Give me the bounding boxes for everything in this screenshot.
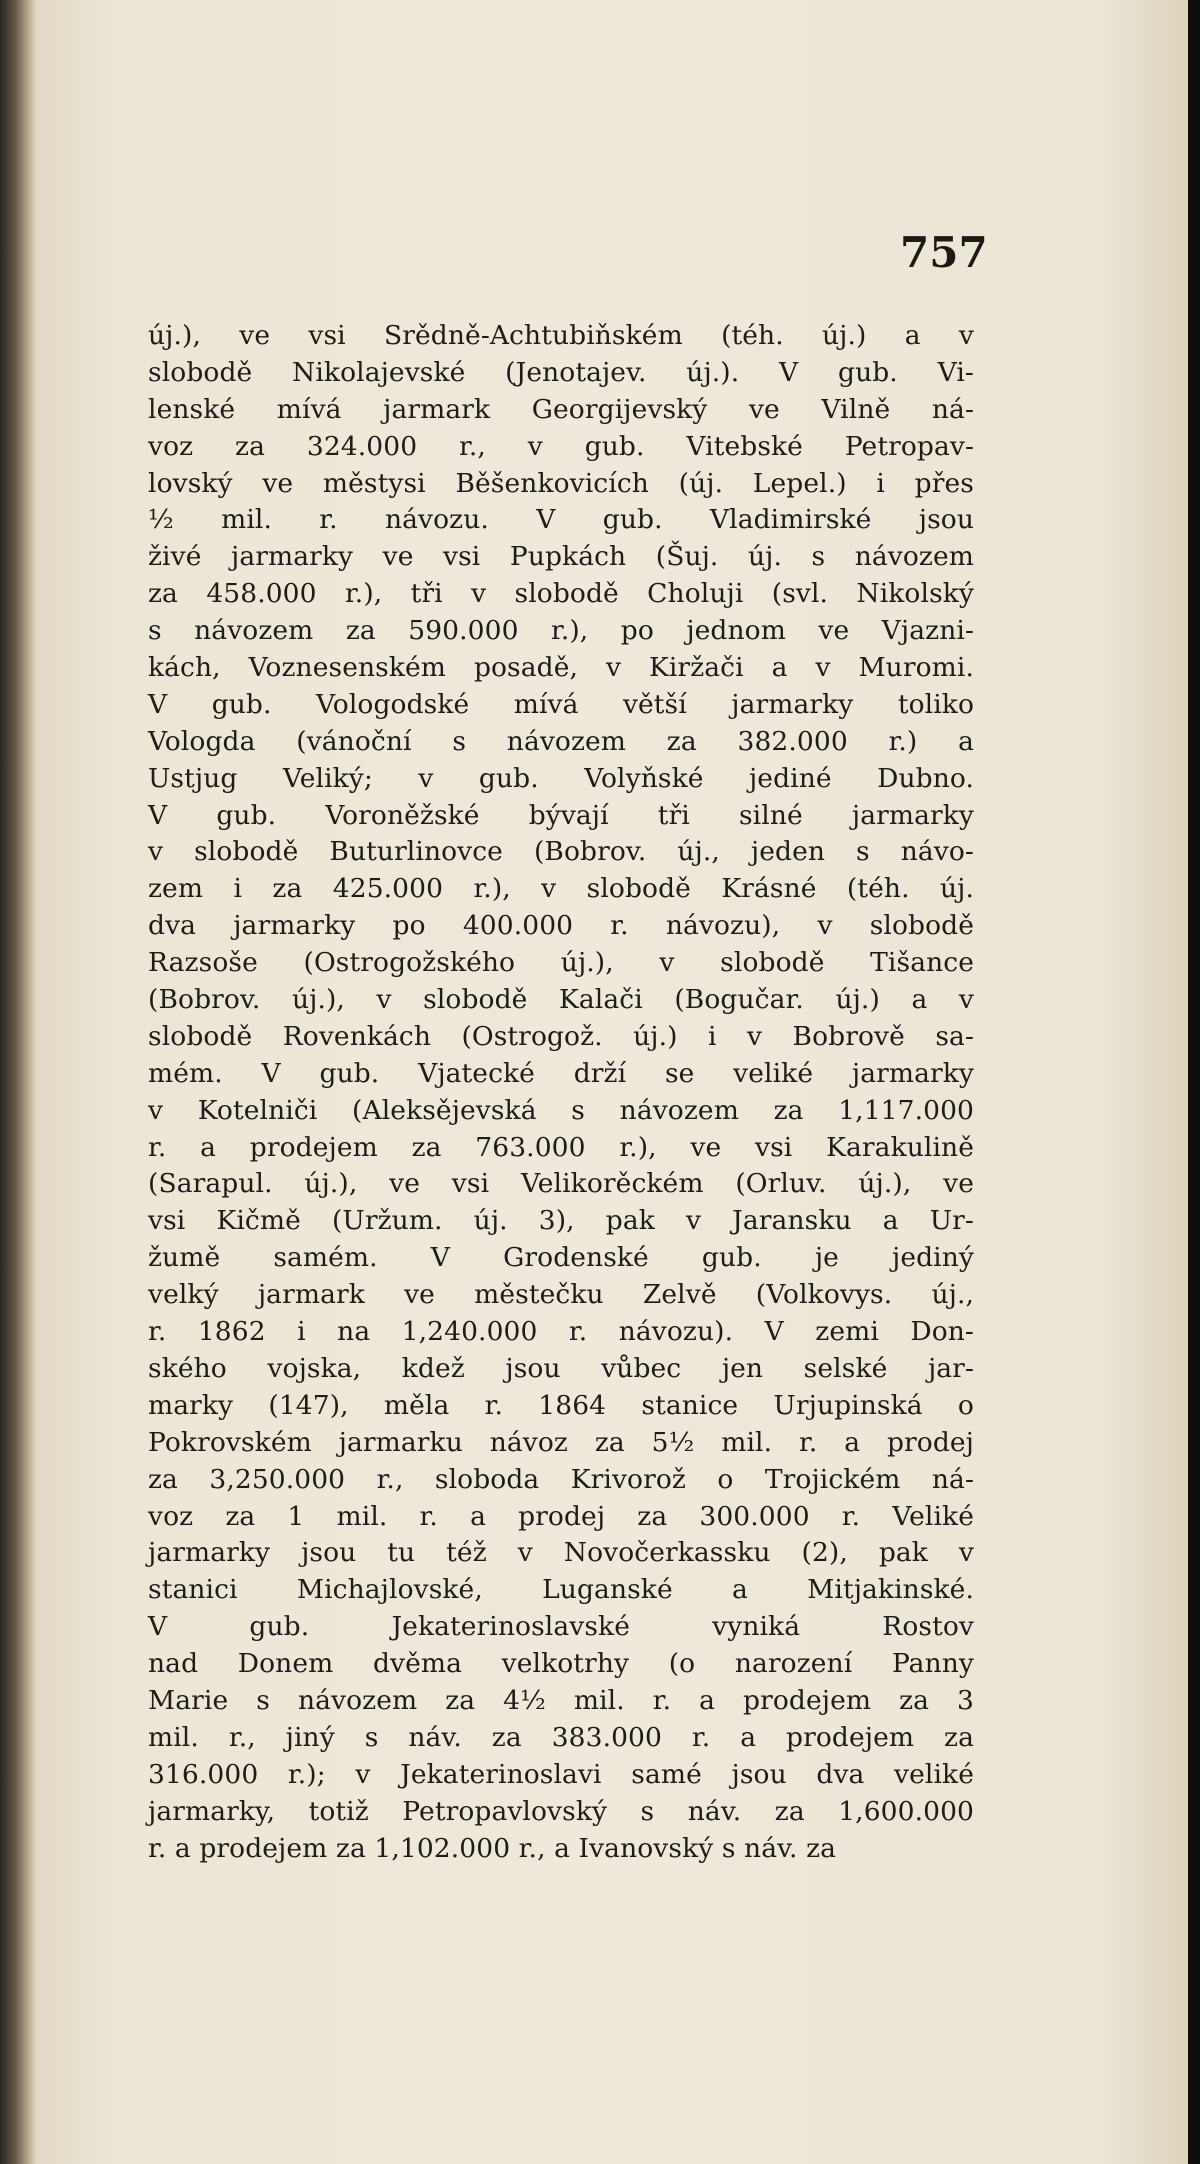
text-line: Pokrovském jarmarku návoz za 5½ mil. r. a prodej [148,1426,974,1458]
text-line: nad Donem dvěma velkotrhy (o narození Panny [148,1648,974,1680]
text-line: Razsoše (Ostrogožského új.), v slobodě Tišance [148,947,974,979]
text-line: stanici Michajlovské, Luganské a Mitjakinské. [148,1574,974,1606]
text-line: (Bobrov. új.), v slobodě Kalači (Bogučar. új.) a v [148,984,974,1016]
text-line: új.), ve vsi Srědně-Achtubiňském (téh. új.) a v [148,320,974,351]
book-spine-shadow [0,0,36,2164]
text-line: lenské mívá jarmark Georgijevský ve Vilně ná- [148,393,974,425]
text-line: mém. V gub. Vjatecké drží se veliké jarmarky [148,1057,974,1089]
text-line: jarmarky, totiž Petropavlovský s náv. za 1,600.000 [148,1795,974,1827]
text-line: velký jarmark ve městečku Zelvě (Volkovys. új., [148,1279,974,1311]
text-line: žumě samém. V Grodenské gub. je jediný [148,1242,974,1274]
text-line: slobodě Nikolajevské (Jenotajev. új.). V gub. Vi- [148,356,974,388]
text-line: V gub. Vologodské mívá větší jarmarky toliko [148,688,974,720]
text-line: ½ mil. r. návozu. V gub. Vladimirské jsou [148,504,974,536]
body-text [148,318,974,1867]
text-line: s návozem za 590.000 r.), po jednom ve Vjazni- [148,615,974,647]
text-line: dva jarmarky po 400.000 r. návozu), v slobodě [148,910,974,942]
text-line: (Sarapul. új.), ve vsi Velikorěckém (Orluv. új.), ve [148,1168,974,1200]
text-line: v slobodě Buturlinovce (Bobrov. új., jeden s návo- [148,836,974,868]
text-line: živé jarmarky ve vsi Pupkách (Šuj. új. s návozem [148,541,974,573]
page-edge-shadow [1188,0,1200,2164]
text-line: voz za 324.000 r., v gub. Vitebské Petropav- [148,430,974,462]
text-line: lovský ve městysi Běšenkovicích (új. Lepel.) i přes [148,467,974,499]
text-line: Ustjug Veliký; v gub. Volyňské jediné Dubno. [148,762,974,794]
text-line: V gub. Voroněžské bývají tři silné jarmarky [148,799,974,831]
text-line: V gub. Jekaterinoslavské vyniká Rostov [148,1611,974,1643]
text-line: kách, Voznesenském posadě, v Kiržači a v Muromi. [148,652,974,684]
text-line: mil. r., jiný s náv. za 383.000 r. a prodejem za [148,1721,974,1753]
text-line: zem i za 425.000 r.), v slobodě Krásné (téh. új. [148,873,974,905]
text-line: 316.000 r.); v Jekaterinoslavi samé jsou dva veliké [148,1758,974,1790]
text-line: slobodě Rovenkách (Ostrogož. új.) i v Bobrově sa- [148,1020,974,1052]
text-line: voz za 1 mil. r. a prodej za 300.000 r. Veliké [148,1500,974,1532]
page-number: 757 [900,228,988,277]
text-line: jarmarky jsou tu též v Novočerkassku (2), pak v [148,1537,974,1569]
text-line: v Kotelniči (Aleksějevská s návozem za 1,117.000 [148,1094,974,1126]
text-line: r. a prodejem za 763.000 r.), ve vsi Karakulině [148,1131,974,1163]
text-line: r. a prodejem za 1,102.000 r., a Ivanovský s náv. za [148,1832,837,1864]
text-line: ského vojska, kdež jsou vůbec jen selské jar- [148,1352,974,1384]
text-line: marky (147), měla r. 1864 stanice Urjupinská o [148,1389,974,1421]
text-line: r. 1862 i na 1,240.000 r. návozu). V zemi Don- [148,1316,974,1348]
text-line: za 458.000 r.), tři v slobodě Choluji (svl. Nikolský [148,578,974,610]
text-line: Marie s návozem za 4½ mil. r. a prodejem za 3 [148,1684,974,1716]
text-line: za 3,250.000 r., sloboda Krivorož o Trojickém ná- [148,1463,974,1495]
text-line: Vologda (vánoční s návozem za 382.000 r.) a [148,725,974,757]
text-line: vsi Kičmě (Uržum. új. 3), pak v Jaransku a Ur- [148,1205,974,1237]
